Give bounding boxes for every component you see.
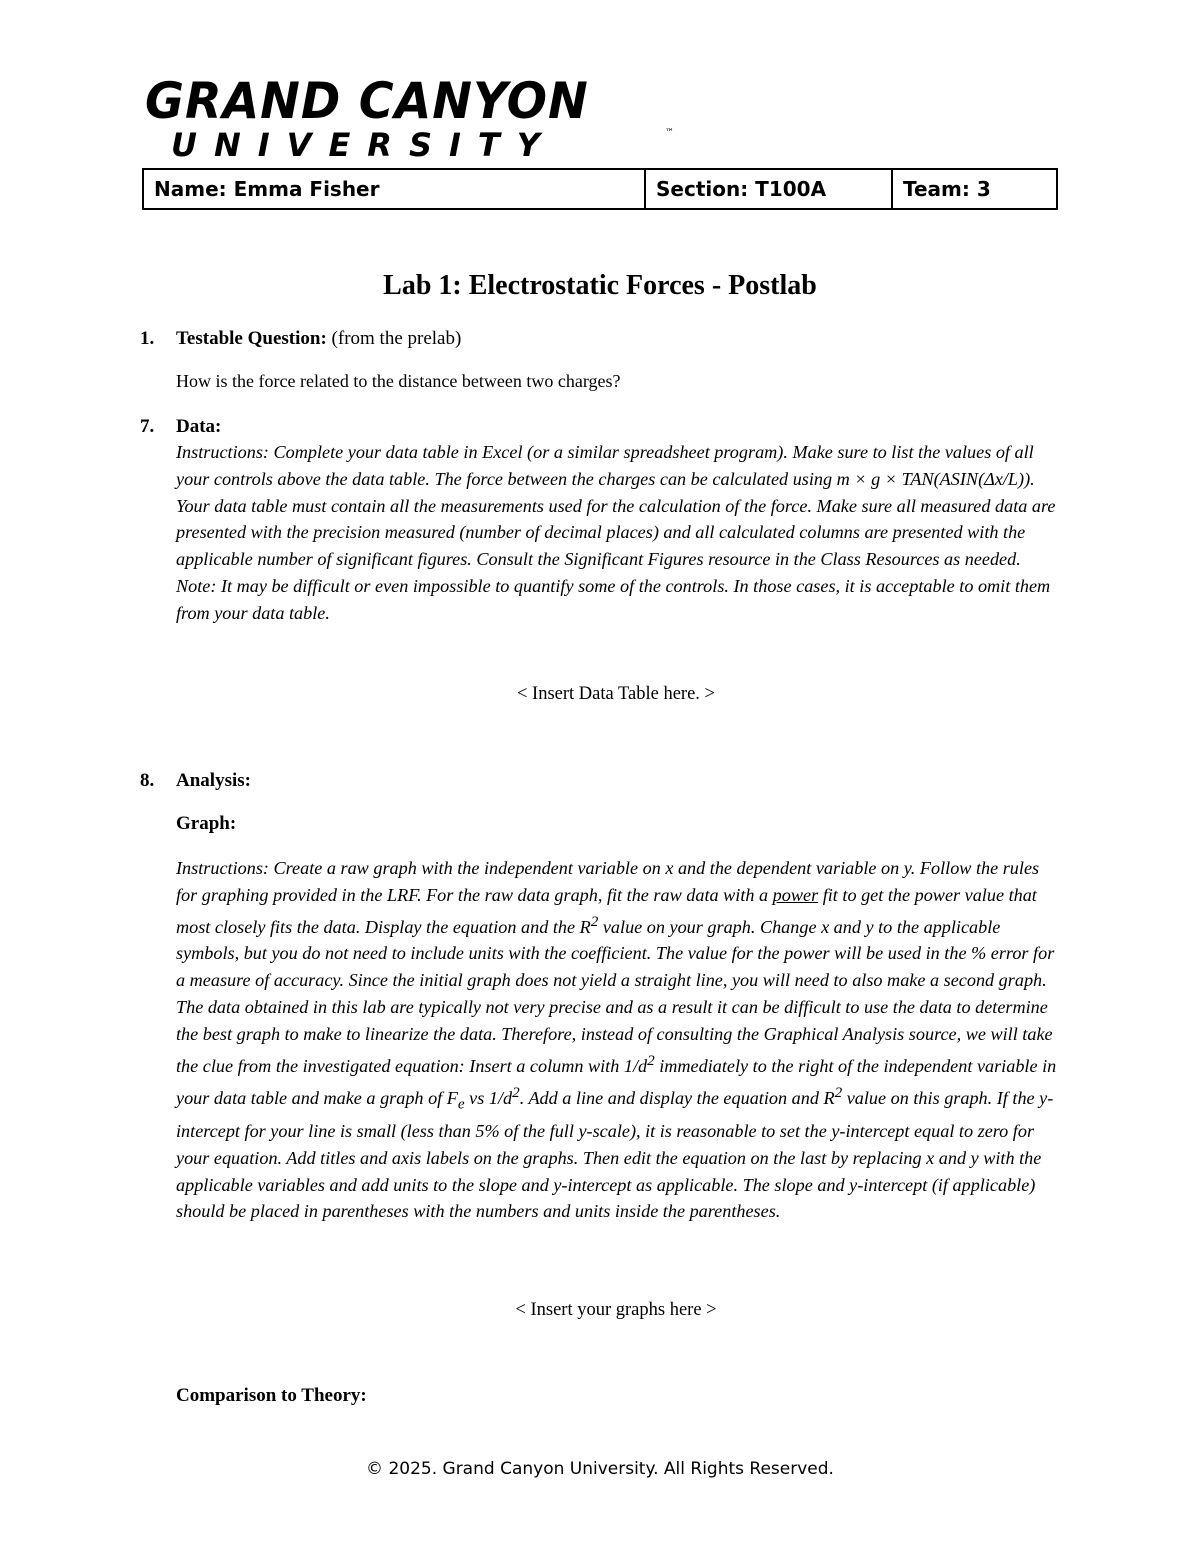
- q7-label: Data:: [176, 416, 222, 437]
- logo-trademark: ™: [665, 128, 674, 138]
- r-squared-sup-2: 2: [834, 1083, 843, 1101]
- q7-number: 7.: [140, 416, 155, 437]
- student-info-table: [142, 168, 1058, 210]
- university-logo: [145, 72, 674, 164]
- data-table-placeholder: < Insert Data Table here. >: [517, 684, 715, 704]
- q8-instr-a: Instructions: Create a raw graph with the independent variable on x and the dependent variable on y. Follow the rules for graphing provided in the LRF. For the raw data graph, fit the raw data with a: [176, 858, 1040, 905]
- r-squared-sup: 2: [590, 912, 599, 930]
- graphs-placeholder: < Insert your graphs here >: [515, 1300, 717, 1320]
- graph-label: Graph:: [176, 813, 237, 834]
- d-squared-sup: 2: [647, 1051, 655, 1069]
- copyright-footer: © 2025. Grand Canyon University. All Rights Reserved.: [366, 1459, 834, 1479]
- q8-label: Analysis:: [176, 770, 251, 791]
- team-cell: Team: 3: [892, 169, 1057, 209]
- q8-instr-b: fit to get the power value that most closely fits the data. Display the equation and the R: [176, 884, 1037, 937]
- section-cell: Section: T100A: [645, 169, 892, 209]
- q8-instr-g: value on this graph. If the y-intercept for your line is small (less than 5% of the full y-scale), it is reasonable to set the y-intercept equal to zero for your equation. Add titles and axis labels on the graphs. Then edit the equation on the last by replacing x and y with the applicable variables and add units to the slope and y-intercept as applicable. The slope and y-intercept (if applicable) should be placed in parentheses with the numbers and units inside the parentheses.: [176, 1087, 1054, 1222]
- logo-line-2: UNIVERSITY: [171, 126, 557, 164]
- q8-number: 8.: [140, 770, 155, 791]
- q8-instr-power: power: [772, 884, 819, 905]
- q8-instr-e: vs 1/d: [469, 1087, 513, 1108]
- name-cell: Name: Emma Fisher: [143, 169, 645, 209]
- q8-instr-d: immediately to the right of the independent variable in your data table and make a graph of F: [176, 1055, 1057, 1108]
- q1-heading: [176, 328, 461, 350]
- q8-instr-c: value on your graph. Change x and y to the applicable symbols, but you do not need to include units with the coefficient. The value for the power will be used in the % error for a measure of accuracy. Since the initial graph does not yield a straight line, you will need to also make a second graph. The data obtained in this lab are typically not very precise and as a result it can be difficult to use the data to determine the best graph to make to linearize the data. Therefore, instead of consulting the Graphical Analysis source, we will take the clue from the investigated equation: Insert a column with 1/d: [176, 916, 1055, 1076]
- d-squared-sup-2: 2: [512, 1083, 520, 1101]
- f-e-sub: e: [457, 1095, 465, 1113]
- q8-instr-f: . Add a line and display the equation and R: [519, 1087, 835, 1108]
- q7-instructions: Instructions: Complete your data table in Excel (or a similar spreadsheet program). Make sure to list the values of all your controls above the data table. The force between the charges can be calculated using m × g × TAN(ASIN(Δx/L)). Your data table must contain all the measurements used for the calculation of the force. Make sure all measured data are presented with the precision measured (number of decimal places) and all calculated columns are presented with the applicable number of significant figures. Consult the Significant Figures resource in the Class Resources as needed. Note: It may be difficult or even impossible to quantify some of the controls. In those cases, it is acceptable to omit them from your data table.: [176, 442, 1056, 623]
- comparison-label: Comparison to Theory:: [176, 1385, 367, 1406]
- page-title: Lab 1: Electrostatic Forces - Postlab: [383, 270, 817, 301]
- logo-line-1: GRAND CANYON: [145, 72, 589, 130]
- q1-label: Testable Question:: [176, 328, 327, 349]
- q1-note: (from the prelab): [331, 328, 462, 349]
- q8-instructions: [176, 855, 1058, 1225]
- q1-number: 1.: [140, 328, 155, 349]
- q1-answer: How is the force related to the distance between two charges?: [176, 371, 621, 391]
